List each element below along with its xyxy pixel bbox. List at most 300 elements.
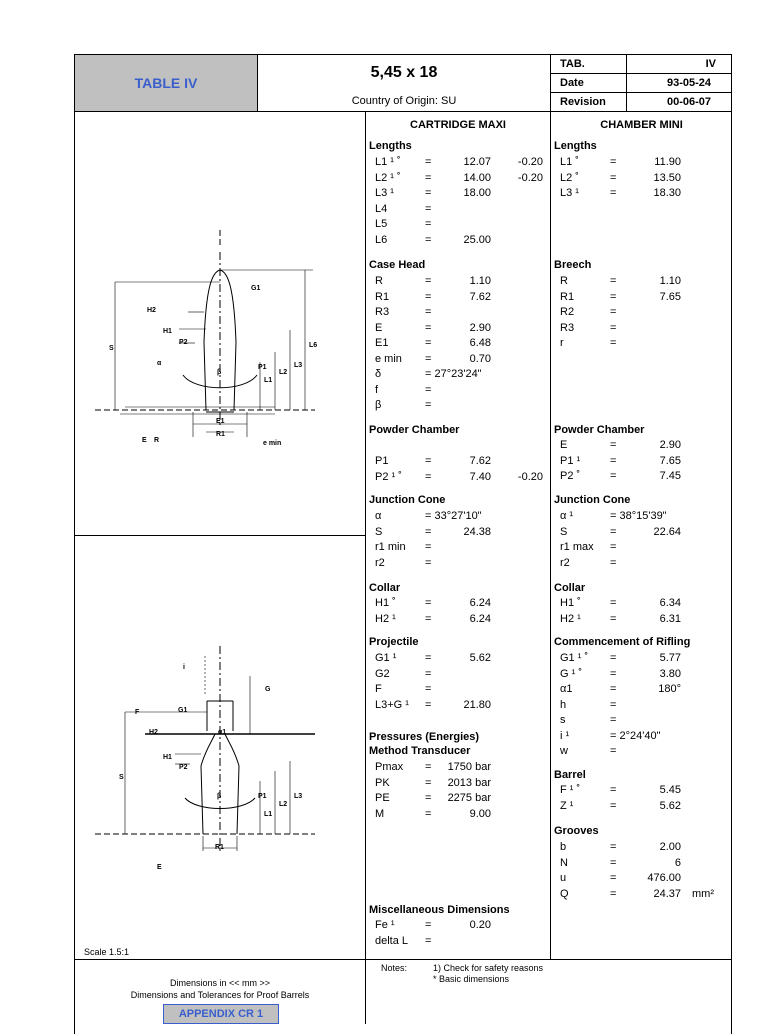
param-value: 476.00: [647, 872, 681, 884]
notes-label: Notes:: [381, 963, 408, 973]
param-name: e min: [375, 352, 402, 365]
chamber-barrel-title: Barrel: [554, 769, 586, 781]
chamber-collar-row: [550, 597, 730, 611]
label-p2b: P2: [179, 764, 188, 771]
chamber-rifling-row: [550, 730, 730, 744]
param-name: F: [375, 683, 382, 695]
label-alpha: α: [157, 360, 162, 367]
cartridge-casehead-row: [365, 399, 545, 413]
param-name: G2: [375, 667, 390, 680]
cartridge-collar-row: [365, 613, 545, 627]
cartridge-junction-title: Junction Cone: [369, 494, 446, 506]
param-equals: =: [425, 306, 432, 318]
param-name: Pmax: [375, 761, 404, 773]
label-l2b: L2: [279, 801, 288, 808]
param-value: 6.34: [659, 597, 681, 609]
param-name: R2: [560, 306, 575, 318]
param-name: α1: [560, 683, 573, 695]
date-value: 93-05-24: [666, 77, 711, 89]
param-equals: =: [425, 919, 432, 931]
label-e1: E1: [216, 418, 225, 425]
param-name: PK: [375, 776, 390, 789]
chamber-drawing: [75, 536, 365, 946]
param-equals: =: [610, 470, 617, 482]
cartridge-pressure-row: [365, 761, 545, 775]
note-2: * Basic dimensions: [433, 974, 510, 984]
param-equals: =: [610, 597, 617, 609]
param-name: M: [375, 807, 385, 820]
cartridge-length-row: [365, 218, 545, 232]
param-value: 6.24: [469, 597, 491, 609]
label-s: S: [109, 345, 114, 352]
param-name: R: [560, 275, 568, 287]
param-name: L6: [375, 233, 388, 246]
param-equals: =: [425, 776, 432, 789]
cartridge-method-title: Method Transducer: [369, 745, 471, 757]
param-equals: =: [425, 667, 432, 680]
param-equals: =: [425, 652, 432, 664]
param-name: E: [560, 439, 568, 451]
param-equals: =: [425, 399, 432, 411]
param-equals: =: [610, 556, 617, 569]
label-l1: L1: [264, 377, 273, 384]
param-name: H2 ¹: [375, 612, 396, 625]
param-name: r2: [375, 556, 385, 569]
label-p1b: P1: [258, 793, 267, 800]
cartridge-projectile-row: [365, 699, 545, 713]
cartridge-junction-row: [365, 510, 545, 524]
chamber-powder-row: [550, 439, 730, 453]
param-name: P2 ¹ ˚: [375, 470, 402, 483]
param-equals: =: [425, 321, 432, 334]
param-value: 7.62: [469, 290, 491, 303]
param-name: G ¹ ˚: [560, 667, 582, 680]
param-name: P2 ˚: [560, 470, 581, 482]
param-name: L5: [375, 218, 388, 230]
cartridge-junction-row: [365, 526, 545, 540]
cartridge-pressures-title: Pressures (Energies): [369, 731, 480, 743]
param-value: 11.90: [654, 156, 681, 168]
param-name: α ¹: [560, 510, 574, 522]
chamber-rifling-row: [550, 714, 730, 728]
param-name: R3: [375, 306, 390, 318]
cartridge-powder-row: [365, 455, 545, 469]
cartridge-length-row: [365, 187, 545, 201]
cartridge-projectile-row: [365, 668, 545, 682]
chamber-breech-row: [550, 337, 730, 351]
cartridge-projectile-row: [365, 683, 545, 697]
param-equals: =: [425, 275, 432, 287]
param-value: 6.31: [659, 612, 681, 625]
cartridge-casehead-row: [365, 384, 545, 398]
cartridge-pressure-row: [365, 808, 545, 822]
cartridge-drawing: [75, 112, 365, 535]
param-equals: =: [610, 652, 617, 664]
param-name: PE: [375, 792, 390, 804]
param-value: 5.62: [659, 799, 681, 812]
param-equals: =: [425, 171, 432, 184]
label-betab: β: [217, 793, 222, 800]
country-origin: Country of Origin: SU: [351, 95, 457, 107]
param-equals: =: [425, 761, 432, 773]
param-equals: = 2°24'40": [610, 729, 661, 742]
param-equals: =: [610, 439, 617, 451]
label-p1: P1: [258, 364, 267, 371]
param-name: R3: [560, 321, 575, 334]
cartridge-powder-row: [365, 471, 545, 485]
label-h1: H1: [163, 328, 172, 335]
param-equals: =: [610, 841, 617, 853]
cartridge-projectile-title: Projectile: [369, 636, 419, 648]
table-label-box: [75, 55, 257, 111]
param-equals: =: [610, 525, 617, 538]
param-name: L4: [375, 202, 388, 215]
label-r: R: [154, 437, 160, 444]
param-value: 180°: [658, 683, 681, 695]
param-value: 1.10: [469, 275, 491, 287]
chamber-heading: CHAMBER MINI: [600, 119, 683, 131]
label-i: i: [183, 664, 185, 671]
param-equals: =: [610, 667, 617, 680]
param-equals: =: [425, 202, 432, 215]
param-name: L3+G ¹: [375, 698, 409, 711]
param-equals: =: [425, 352, 432, 365]
param-value: 1750 bar: [447, 761, 491, 773]
param-value: 14.00: [463, 171, 491, 184]
scale-label: Scale 1.5:1: [84, 947, 130, 957]
param-value: 5.62: [469, 652, 491, 664]
label-l6: L6: [309, 342, 318, 349]
cartridge-length-row: [365, 156, 545, 170]
param-name: δ: [375, 368, 382, 380]
label-h1b: H1: [163, 754, 172, 761]
revision-label: Revision: [560, 96, 606, 108]
param-equals: =: [425, 156, 432, 168]
chamber-breech-row: [550, 291, 730, 305]
param-value: 2.90: [469, 321, 491, 334]
label-sb: S: [119, 774, 124, 781]
param-name: E: [375, 321, 383, 334]
chamber-powder-row: [550, 455, 730, 469]
chamber-junction-row: [550, 526, 730, 540]
cartridge-pressure-row: [365, 777, 545, 791]
param-name: delta L: [375, 934, 409, 947]
cartridge-misc-row: [365, 935, 545, 949]
date-label: Date: [560, 77, 584, 89]
param-equals: =: [610, 612, 617, 625]
param-equals: =: [610, 887, 617, 900]
param-value: 2275 bar: [447, 792, 491, 804]
param-name: N: [560, 856, 568, 869]
tab-value: IV: [705, 58, 716, 70]
cartridge-heading: CARTRIDGE MAXI: [410, 119, 506, 131]
param-equals: =: [610, 337, 617, 349]
param-value: 6.48: [469, 337, 491, 349]
param-equals: =: [425, 290, 432, 303]
chamber-rifling-row: [550, 745, 730, 759]
chamber-junction-title: Junction Cone: [554, 494, 631, 506]
param-name: H1 ˚: [375, 597, 396, 609]
label-h2b: H2: [149, 729, 158, 736]
param-value: 2.90: [659, 439, 681, 451]
chamber-length-row: [550, 187, 730, 201]
param-name: α: [375, 510, 382, 522]
cartridge-casehead-row: [365, 306, 545, 320]
param-equals: =: [425, 792, 432, 804]
chamber-length-row: [550, 156, 730, 170]
tab-label: TAB.: [560, 58, 585, 70]
cartridge-length-row: [365, 203, 545, 217]
chamber-groove-row: [550, 857, 730, 871]
chamber-breech-row: [550, 275, 730, 289]
param-tolerance: -0.20: [517, 156, 543, 168]
chamber-rifling-row: [550, 683, 730, 697]
cartridge-casehead-row: [365, 322, 545, 336]
chamber-junction-row: [550, 541, 730, 555]
param-equals: =: [425, 541, 432, 553]
label-e: E: [142, 437, 147, 444]
param-value: 1.10: [659, 275, 681, 287]
param-name: L1 ˚: [560, 156, 579, 168]
param-value: 6.24: [469, 612, 491, 625]
param-value: 9.00: [469, 807, 491, 820]
param-value: 7.45: [659, 470, 681, 482]
param-value: 22.64: [653, 525, 681, 538]
cartridge-casehead-title: Case Head: [369, 259, 426, 271]
param-equals: =: [425, 612, 432, 625]
param-name: E1: [375, 337, 389, 349]
table-label: TABLE IV: [134, 75, 198, 91]
param-equals: =: [425, 683, 432, 695]
param-value: 18.00: [463, 187, 491, 199]
chamber-rifling-row: [550, 699, 730, 713]
chamber-breech-title: Breech: [554, 259, 592, 271]
param-name: s: [560, 714, 566, 726]
cartridge-casehead-row: [365, 275, 545, 289]
cartridge-casehead-row: [365, 337, 545, 351]
param-value: 12.07: [463, 156, 491, 168]
label-f: F: [135, 709, 140, 716]
param-name: G1 ¹ ˚: [560, 652, 589, 664]
cartridge-casehead-row: [365, 291, 545, 305]
cartridge-junction-row: [365, 557, 545, 571]
param-equals: =: [610, 745, 617, 757]
label-alpha1: α1: [218, 729, 227, 736]
param-equals: = 38°15'39": [610, 510, 667, 522]
param-equals: =: [610, 856, 617, 869]
param-name: Z ¹: [560, 799, 574, 812]
chamber-powder-row: [550, 470, 730, 484]
cartridge-casehead-row: [365, 368, 545, 382]
chamber-rifling-title: Commencement of Rifling: [554, 636, 691, 648]
divider: [74, 959, 732, 960]
param-value: 6: [674, 856, 681, 869]
revision-value: 00-06-07: [666, 96, 711, 108]
param-name: r2: [560, 556, 570, 569]
param-equals: =: [425, 934, 432, 947]
param-equals: =: [425, 218, 432, 230]
param-name: R: [375, 275, 383, 287]
param-equals: =: [425, 556, 432, 569]
param-equals: =: [425, 337, 432, 349]
chamber-length-row: [550, 172, 730, 186]
param-name: r: [560, 337, 564, 349]
param-equals: =: [425, 187, 432, 199]
chamber-barrel-row: [550, 800, 730, 814]
param-name: L1 ¹ ˚: [375, 156, 401, 168]
param-name: b: [560, 841, 567, 853]
label-g1b: G1: [178, 707, 188, 714]
param-tolerance: -0.20: [517, 470, 543, 483]
param-equals: =: [425, 597, 432, 609]
param-value: 5.45: [659, 784, 681, 796]
chamber-breech-row: [550, 306, 730, 320]
param-name: R1: [560, 290, 575, 303]
param-value: 18.30: [653, 187, 681, 199]
param-name: i ¹: [560, 729, 570, 742]
label-r1b: R1: [215, 844, 224, 851]
chamber-breech-row: [550, 322, 730, 336]
label-l3: L3: [294, 362, 303, 369]
dims-line2: Dimensions and Tolerances for Proof Barrels: [130, 990, 310, 1000]
chamber-groove-row: [550, 888, 730, 902]
cartridge-misc-title: Miscellaneous Dimensions: [369, 904, 510, 916]
param-equals: =: [610, 321, 617, 334]
label-r1: R1: [216, 431, 225, 438]
param-tolerance: -0.20: [517, 171, 543, 184]
param-equals: = 33°27'10": [425, 510, 482, 522]
param-equals: =: [610, 698, 617, 711]
param-name: β: [375, 399, 382, 411]
param-equals: =: [425, 525, 432, 538]
chamber-barrel-row: [550, 784, 730, 798]
cartridge-collar-row: [365, 597, 545, 611]
param-name: S: [560, 525, 568, 538]
param-name: G1 ¹: [375, 652, 397, 664]
param-equals: =: [425, 470, 432, 483]
param-name: f: [375, 383, 379, 396]
param-name: r1 min: [375, 541, 406, 553]
param-name: r1 max: [560, 541, 594, 553]
param-equals: =: [610, 872, 617, 884]
param-equals: =: [425, 698, 432, 711]
label-eb: E: [157, 864, 162, 871]
param-value: 0.20: [469, 919, 491, 931]
param-equals: =: [610, 714, 617, 726]
cartridge-length-row: [365, 172, 545, 186]
cartridge-collar-title: Collar: [369, 582, 401, 594]
param-equals: =: [610, 290, 617, 303]
chamber-powder-title: Powder Chamber: [554, 424, 645, 436]
param-equals: =: [425, 455, 432, 467]
chamber-groove-row: [550, 872, 730, 886]
param-equals: =: [610, 454, 617, 467]
label-p2: P2: [179, 339, 188, 346]
param-name: w: [560, 745, 568, 757]
divider: [550, 73, 732, 74]
chamber-rifling-row: [550, 652, 730, 666]
param-value: 13.50: [653, 171, 681, 184]
cartridge-casehead-row: [365, 353, 545, 367]
param-equals: =: [610, 799, 617, 812]
chamber-junction-row: [550, 557, 730, 571]
label-l2: L2: [279, 369, 288, 376]
param-equals: =: [610, 187, 617, 199]
param-name: H1 ˚: [560, 597, 581, 609]
chamber-lengths-title: Lengths: [554, 140, 597, 152]
cartridge-powder-title: Powder Chamber: [369, 424, 460, 436]
param-value: 7.65: [659, 290, 681, 303]
note-1: 1) Check for safety reasons: [433, 963, 544, 973]
dims-line1: Dimensions in << mm >>: [169, 978, 271, 988]
label-l1b: L1: [264, 811, 273, 818]
param-equals: =: [610, 275, 617, 287]
param-name: L3 ¹: [375, 187, 394, 199]
param-name: H2 ¹: [560, 612, 581, 625]
chamber-groove-row: [550, 841, 730, 855]
param-value: 2013 bar: [447, 776, 491, 789]
param-value: 3.80: [659, 667, 681, 680]
chamber-junction-row: [550, 510, 730, 524]
param-value: 2.00: [659, 841, 681, 853]
param-equals: =: [610, 171, 617, 184]
param-value: 25.00: [463, 233, 491, 246]
param-name: L3 ¹: [560, 187, 579, 199]
param-name: u: [560, 872, 567, 884]
param-value: 0.70: [469, 352, 491, 365]
param-name: P1: [375, 455, 389, 467]
param-equals: =: [425, 807, 432, 820]
cartridge-pressure-row: [365, 792, 545, 806]
param-equals: =: [425, 233, 432, 246]
param-name: Q: [560, 887, 569, 900]
chamber-collar-row: [550, 613, 730, 627]
param-value: 7.65: [659, 454, 681, 467]
appendix-label: APPENDIX CR 1: [178, 1008, 264, 1020]
param-name: L2 ˚: [560, 171, 579, 184]
param-name: L2 ¹ ˚: [375, 171, 401, 184]
chamber-collar-title: Collar: [554, 582, 586, 594]
chamber-grooves-title: Grooves: [554, 825, 599, 837]
cartridge-lengths-title: Lengths: [369, 140, 412, 152]
param-equals: =: [425, 383, 432, 396]
param-value: 5.77: [659, 652, 681, 664]
param-equals: =: [610, 784, 617, 796]
cartridge-junction-row: [365, 541, 545, 555]
param-value: 7.40: [469, 470, 491, 483]
label-g1: G1: [251, 285, 261, 292]
param-name: F ¹ ˚: [560, 784, 581, 796]
param-value: 7.62: [469, 455, 491, 467]
param-name: S: [375, 525, 383, 538]
appendix-box: [163, 1004, 279, 1024]
label-l3b: L3: [294, 793, 303, 800]
label-emin: e min: [263, 440, 282, 447]
label-beta: β: [217, 369, 222, 376]
param-value: 24.37: [653, 887, 681, 900]
divider: [550, 92, 732, 93]
label-g: G: [265, 686, 271, 693]
label-h2: H2: [147, 307, 156, 314]
param-equals: =: [610, 156, 617, 168]
param-name: P1 ¹: [560, 454, 581, 467]
param-name: h: [560, 698, 567, 711]
param-equals: = 27°23'24": [425, 368, 482, 380]
cartridge-projectile-row: [365, 652, 545, 666]
param-equals: =: [610, 306, 617, 318]
page-title: 5,45 x 18: [370, 64, 438, 81]
cartridge-length-row: [365, 234, 545, 248]
